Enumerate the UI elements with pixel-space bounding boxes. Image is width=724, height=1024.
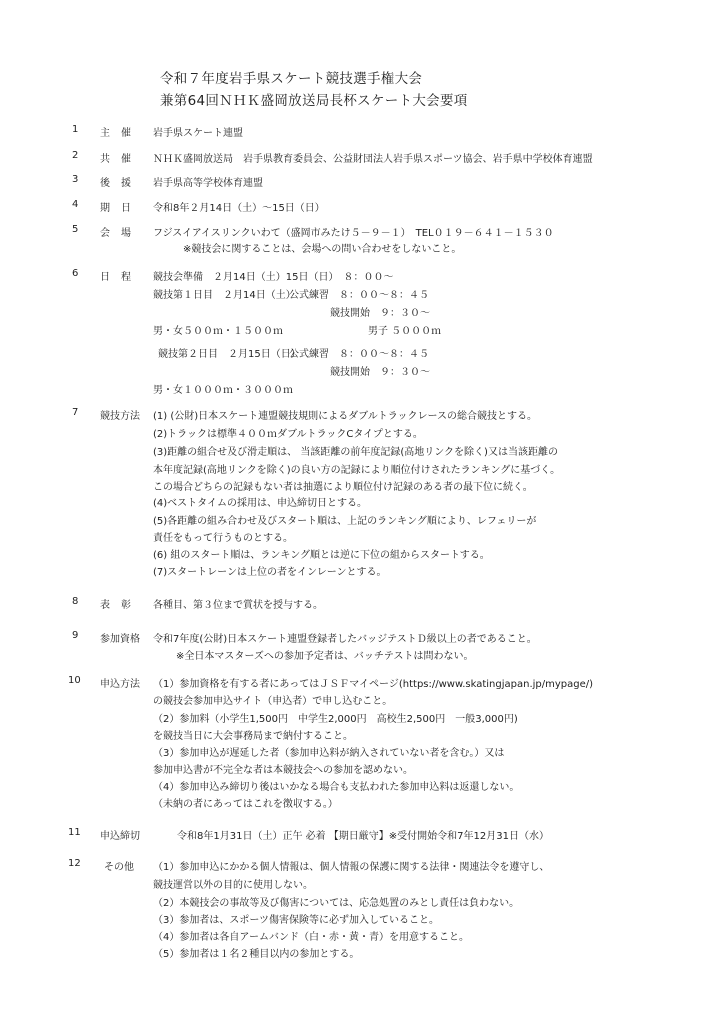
section-text: 令和7年度(公財)日本スケート連盟登録者したバッジテストＤ級以上の者であること。 — [153, 634, 537, 645]
application-line: の競技会参加申込サイト（申込者）で申し込むこと。 — [153, 696, 393, 707]
method-line: (7)スタートレーンは上位の者をインレーンとする。 — [153, 567, 387, 578]
schedule-prep: 競技会準備 ２月14日（土）15日（日） ８：００～ — [153, 272, 394, 283]
application-line: （未納の者にあってはこれを徴収する。） — [153, 799, 338, 810]
method-line: この場合どちらの記録もない者は抽選により順位付け記録のある者の最下位に続く。 — [153, 482, 533, 493]
method-line: 本年度記録(高地リンクを除く)の良い方の記録により順位付けされたランキングに基づく。 — [153, 465, 561, 476]
venue-note: ※競技会に関することは、会場への問い合わせをしないこと。 — [183, 244, 462, 255]
section-label: 後 援 — [100, 178, 132, 189]
section-number: 11 — [68, 827, 81, 838]
method-line: (3)距離の組合せ及び滑走順は、 当該距離の前年度記録(高地リンクを除く)又は当該距離の — [153, 447, 558, 458]
section-number: 2 — [72, 150, 79, 161]
section-label: 主 催 — [100, 128, 132, 139]
schedule-day1-events: 男・女５００ｍ・１５００ｍ — [153, 326, 283, 337]
schedule-day1-men-event: 男子 ５０００ｍ — [368, 326, 442, 337]
method-line: 責任をもって行うものとする。 — [153, 533, 293, 544]
other-line: （5）参加者は１名２種目以内の参加とする。 — [153, 949, 360, 960]
application-line: （1）参加資格を有する者にあってはＪＳＦマイページ(https://www.skatingjapan.jp/mypage/) — [153, 679, 594, 690]
schedule-day1-start: 競技開始 ９：３０～ — [330, 308, 430, 319]
document-title-line1: 令和７年度岩手県スケート競技選手権大会 — [160, 71, 423, 87]
section-label: 共 催 — [100, 154, 132, 165]
section-number: 6 — [72, 268, 79, 279]
eligibility-note: ※全日本マスターズへの参加予定者は、バッチテストは問わない。 — [176, 651, 474, 662]
section-number: 1 — [72, 124, 79, 135]
section-number: 5 — [72, 224, 79, 235]
section-label: 申込締切 — [100, 831, 140, 842]
section-label: 日 程 — [100, 272, 132, 283]
section-label: 申込方法 — [100, 679, 140, 690]
schedule-day1-practice: 公式練習 ８：００～８：４５ — [289, 290, 429, 301]
section-number: 7 — [72, 407, 79, 418]
section-label: 期 日 — [100, 203, 132, 214]
section-number: 9 — [72, 630, 79, 641]
schedule-day1: 競技第１日目 ２月14日（土） — [153, 290, 296, 301]
section-text: 各種目、第３位まで賞状を授与する。 — [153, 600, 323, 611]
section-label: 会 場 — [100, 228, 132, 239]
other-line: （3）参加者は、スポーツ傷害保険等に必ず加入していること。 — [153, 915, 439, 926]
section-number: 4 — [72, 199, 79, 210]
method-line: (5)各距離の組み合わせ及びスタート順は、上記のランキング順により、レフェリーが — [153, 516, 537, 527]
application-line: 参加申込書が不完全な者は本競技会への参加を認めない。 — [153, 765, 413, 776]
section-text: 岩手県高等学校体育連盟 — [153, 178, 263, 189]
application-line: （3）参加申込が遅延した者（参加申込料が納入されていない者を含む。）又は — [153, 748, 505, 759]
section-text: フジスイアイスリンクいわて（盛岡市みたけ５－９－１） TEL０１９－６４１－１５３０ — [153, 228, 554, 239]
section-number: 10 — [68, 675, 81, 686]
section-number: 12 — [68, 858, 81, 869]
method-line: (1) (公財)日本スケート連盟競技規則によるダブルトラックレースの総合競技とする。 — [153, 411, 538, 422]
section-text: ＮＨＫ盛岡放送局 岩手県教育委員会、公益財団法人岩手県スポーツ協会、岩手県中学校体育連盟 — [153, 154, 593, 165]
schedule-day2-start: 競技開始 ９：３０～ — [330, 367, 430, 378]
section-label: その他 — [104, 862, 134, 873]
other-line: （4）参加者は各自アームバンド（白・赤・黄・青）を用意すること。 — [153, 932, 470, 943]
section-number: 3 — [72, 174, 79, 185]
section-text: 令和8年２月14日（土）～15日（日） — [153, 203, 325, 214]
method-line: (6) 組のスタート順は、ランキング順とは逆に下位の組からスタートする。 — [153, 550, 490, 561]
section-number: 8 — [72, 596, 79, 607]
method-line: (2)トラックは標準４００ｍダブルトラックCタイプとする。 — [153, 429, 423, 440]
section-label: 競技方法 — [100, 411, 140, 422]
document-title-line2: 兼第64回ＮＨＫ盛岡放送局長杯スケート大会要項 — [160, 93, 468, 109]
other-line: （2）本競技会の事故等及び傷害については、応急処置のみとし責任は負わない。 — [153, 898, 520, 909]
section-label: 表 彰 — [100, 600, 132, 611]
section-label: 参加資格 — [100, 634, 140, 645]
application-line: （4）参加申込み締切り後はいかなる場合も支払われた参加申込料は返還しない。 — [153, 782, 520, 793]
section-text: 令和8年1月31日（土）正午 必着 【期日厳守】※受付開始令和7年12月31日（水） — [177, 831, 549, 842]
method-line: (4)ベストタイムの採用は、申込締切日とする。 — [153, 498, 367, 509]
schedule-day2-practice: 公式練習 ８：００～８：４５ — [289, 349, 429, 360]
application-line: を競技当日に大会事務局まで納付すること。 — [153, 731, 353, 742]
other-line: （1）参加申込にかかる個人情報は、個人情報の保護に関する法律・関連法令を遵守し、 — [153, 862, 550, 873]
application-line: （2）参加料（小学生1,500円 中学生2,000円 高校生2,500円 一般3,000円) — [153, 714, 518, 725]
schedule-day2-events: 男・女１０００ｍ・３０００ｍ — [153, 385, 293, 396]
schedule-day2: 競技第２日目 ２月15日（日） — [158, 349, 301, 360]
section-text: 岩手県スケート連盟 — [153, 128, 243, 139]
other-line: 競技運営以外の目的に使用しない。 — [153, 880, 313, 891]
